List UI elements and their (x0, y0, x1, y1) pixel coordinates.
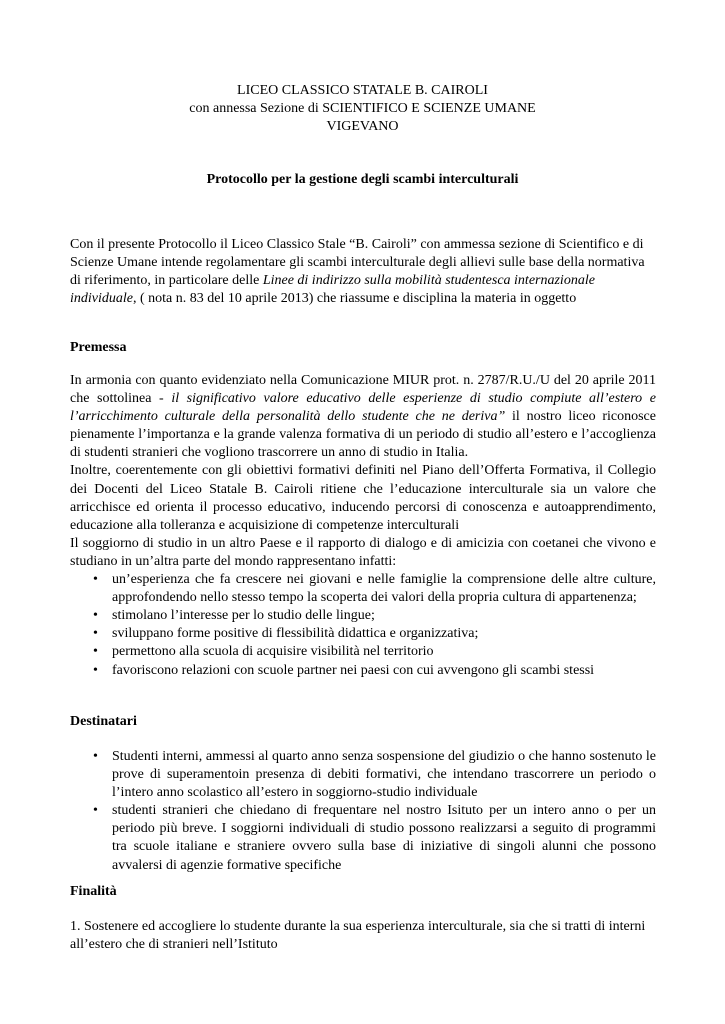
premessa-bullet-list (70, 571, 656, 680)
premessa-p1-quote: il significativo valore educativo delle esperienze di studio compiute all’estero e l’arricchimento culturale della personalità dello studente che ne deriva” (70, 391, 656, 425)
list-item: • permettono alla scuola di acquisire visibilità nel territorio (70, 643, 656, 661)
header-school-name: LICEO CLASSICO STATALE B. CAIROLI (237, 83, 488, 98)
premessa-section (70, 372, 656, 680)
premessa-p1-text-end: il nostro liceo riconosce pienamente l’importanza e la grande valenza formativa di un periodo di studio all’estero e l’accoglienza di studenti stranieri che vogliono trascorrere un anno di studio in Italia. (70, 409, 656, 461)
header-city: VIGEVANO (326, 119, 399, 134)
destinatari-section (70, 748, 656, 875)
list-item: • favoriscono relazioni con scuole partner nei paesi con cui avvengono gli scambi stessi (70, 662, 656, 680)
school-header (0, 82, 725, 136)
finalita-paragraph-1: 1. Sostenere ed accogliere lo studente durante la sua esperienza interculturale, sia che si tratti di interni all’estero che di stranieri nell’Istituto (70, 919, 646, 953)
intro-italic-reference: Linee di indirizzo sulla mobilità studentesca internazionale individuale (70, 273, 595, 307)
premessa-paragraph-3: Il soggiorno di studio in un altro Paese e il rapporto di dialogo e di amicizia con coetanei che vivono e studiano in un’altra parte del mondo rappresentano infatti: (70, 535, 656, 569)
premessa-paragraph-2: Inoltre, coerentemente con gli obiettivi formativi definiti nel Piano dell’Offerta Formativa, il Collegio dei Docenti del Liceo Statale B. Cairoli ritiene che l’educazione interculturale sia un valore che arricchisce ed orienta il processo educativo, inducendo percorsi di conoscenza e autoapprendimento, educazione alla tolleranza e acquisizione di competenze interculturali (70, 463, 656, 533)
finalita-heading: Finalità (70, 884, 117, 899)
list-item: • Studenti interni, ammessi al quarto anno senza sospensione del giudizio o che hanno sostenuto le prove di superamentoin presenza di debiti formativi, che intendano trascorrere un periodo o l’intero anno scolastico all’estero in soggiorno-studio individuale (70, 748, 656, 802)
intro-text-1: Con il presente Protocollo il Liceo Classico Stale “B. Cairoli” con ammessa sezione di Scientifico e di Scienze Umane intende regolamentare gli scambi interculturale degli allievi sulle base della normativa di riferimento, in particolare delle (70, 237, 645, 289)
document-title: Protocollo per la gestione degli scambi interculturali (206, 172, 519, 187)
list-item: • un’esperienza che fa crescere nei giovani e nelle famiglie la comprensione delle altre culture, approfondendo nello stesso tempo la scoperta dei valori della propria cultura di appartenenza; (70, 571, 656, 607)
header-sections: con annessa Sezione di SCIENTIFICO E SCIENZE UMANE (189, 101, 536, 116)
premessa-p1-text: In armonia con quanto evidenziato nella Comunicazione MIUR prot. n. 2787/R.U./U del 20 aprile 2011 che sottolinea - (70, 373, 656, 407)
destinatari-bullet-list (70, 748, 656, 875)
destinatari-heading: Destinatari (70, 714, 137, 729)
intro-text-2: , ( nota n. 83 del 10 aprile 2013) che riassume e disciplina la materia in oggetto (133, 291, 577, 307)
premessa-paragraph-1 (70, 372, 656, 462)
intro-paragraph (70, 236, 656, 308)
list-item: • stimolano l’interesse per lo studio delle lingue; (70, 607, 656, 625)
list-item: • studenti stranieri che chiedano di frequentare nel nostro Isituto per un intero anno o per un periodo più breve. I soggiorni individuali di studio possono realizzarsi a seguito di programmi tra scuole italiane e straniere ovvero sulla base di iniziative di singoli alunni che possono avvalersi di agenzie formative specifiche (70, 802, 656, 874)
list-item: • sviluppano forme positive di flessibilità didattica e organizzativa; (70, 625, 656, 643)
premessa-heading: Premessa (70, 340, 127, 355)
